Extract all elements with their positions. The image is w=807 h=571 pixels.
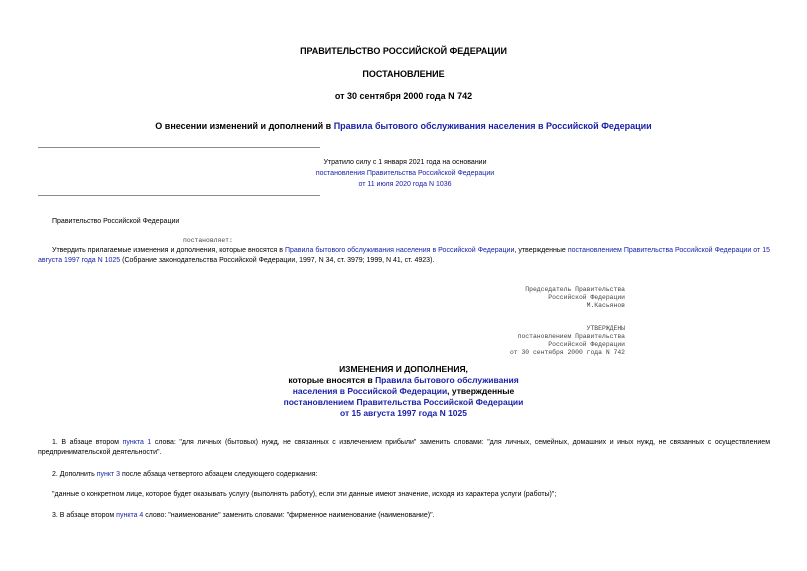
item-3-body: слово: "наименование" заменить словами: "фирменное наименование (наименование)". [145,512,435,519]
p1-text-approved: , утвержденные [514,247,566,254]
signature-line-1: Председатель Правительства [525,286,625,293]
changes-decree-link[interactable]: постановлением Правительства Российской Федерации [283,397,524,407]
rules-link[interactable]: Правила бытового обслуживания населения в Российской Федерации [284,247,515,254]
item-3-link[interactable]: пункта 4 [116,512,144,519]
approved-line-1: УТВЕРЖДЕНЫ [586,325,625,332]
item-2-text: 2. Дополнить [52,471,95,478]
status-link-date[interactable]: от 11 июля 2020 года N 1036 [358,181,452,188]
item-1-body: слова: "для личных (бытовых) нужд, не связанных с извлечением прибыли" заменить словами: "для личных, семейных, домашних и иных нужд, не связанных с осуществлением [154,439,771,446]
signature-line-2: Российской Федерации [548,294,625,301]
subject-prefix: О внесении изменений и дополнений в [155,121,332,131]
paragraph-approve [38,246,770,265]
item-3-text: 3. В абзаце втором [52,512,115,519]
changes-rules-link[interactable]: Правила бытового обслуживания [375,375,519,385]
issuer: Правительство Российской Федерации [52,218,180,225]
document-date: от 30 сентября 2000 года N 742 [334,91,473,101]
approved-line-4: от 30 сентября 2000 года N 742 [509,349,625,356]
document-type: ПОСТАНОВЛЕНИЕ [362,69,445,79]
decree-link-1025-cont[interactable]: Федерации от 15 августа 1997 года N 1025 [38,247,771,264]
item-1-text: 1. В абзаце втором [52,439,119,446]
p1-text: Утвердить прилагаемые изменения и дополнения, которые вносятся в [52,247,283,254]
approved-line-2: постановлением Правительства [517,333,625,340]
p1-text-source: (Собрание законодательства Российской Федерации, 1997, N 34, ст. 3979; 1999, N 41, ст. 4923). [122,256,435,264]
divider-top [38,147,320,148]
item-2-link[interactable]: пункт 3 [96,471,121,478]
government-name: ПРАВИТЕЛЬСТВО РОССИЙСКОЙ ФЕДЕРАЦИИ [300,46,507,56]
decree-link-1025[interactable]: постановлением Правительства Российской [567,247,713,254]
approved-block [510,325,625,357]
changes-title-text: которые вносятся в [288,375,373,385]
item-1 [38,438,770,457]
item-2-quote: "данные о конкретном лице, которое будет оказывать услугу (выполнять работу), если эти данные имеют значение, исходя из характера услуги (работы)"; [52,491,557,498]
subject-link[interactable]: Правила бытового обслуживания населения в Российской Федерации [333,121,652,131]
document-subject [0,121,807,131]
status-link-decree[interactable]: постановления Правительства Российской Федерации [315,170,495,177]
changes-title-approved: , утвержденные [447,386,515,396]
item-2-body: после абзаца четвертого абзацем следующего содержания: [122,471,318,478]
signature-block [525,286,625,310]
changes-decree-date-link[interactable]: от 15 августа 1997 года N 1025 [340,408,467,418]
signature-line-3: М.Касьянов [586,302,625,309]
changes-rules-link-cont[interactable]: населения в Российской Федерации [292,386,448,396]
approved-line-3: Российской Федерации [548,341,625,348]
changes-title [0,364,807,419]
status-line: Утратило силу с 1 января 2021 года на основании [323,159,487,166]
item-1-end: предпринимательской деятельности". [38,448,162,456]
decides-label: постановляет: [183,237,233,244]
item-1-link[interactable]: пункта 1 [122,439,152,446]
status-note [260,157,550,190]
divider-bottom [38,195,320,196]
item-2 [52,470,318,480]
changes-title-line-1: ИЗМЕНЕНИЯ И ДОПОЛНЕНИЯ, [339,364,468,374]
item-3 [52,511,435,521]
